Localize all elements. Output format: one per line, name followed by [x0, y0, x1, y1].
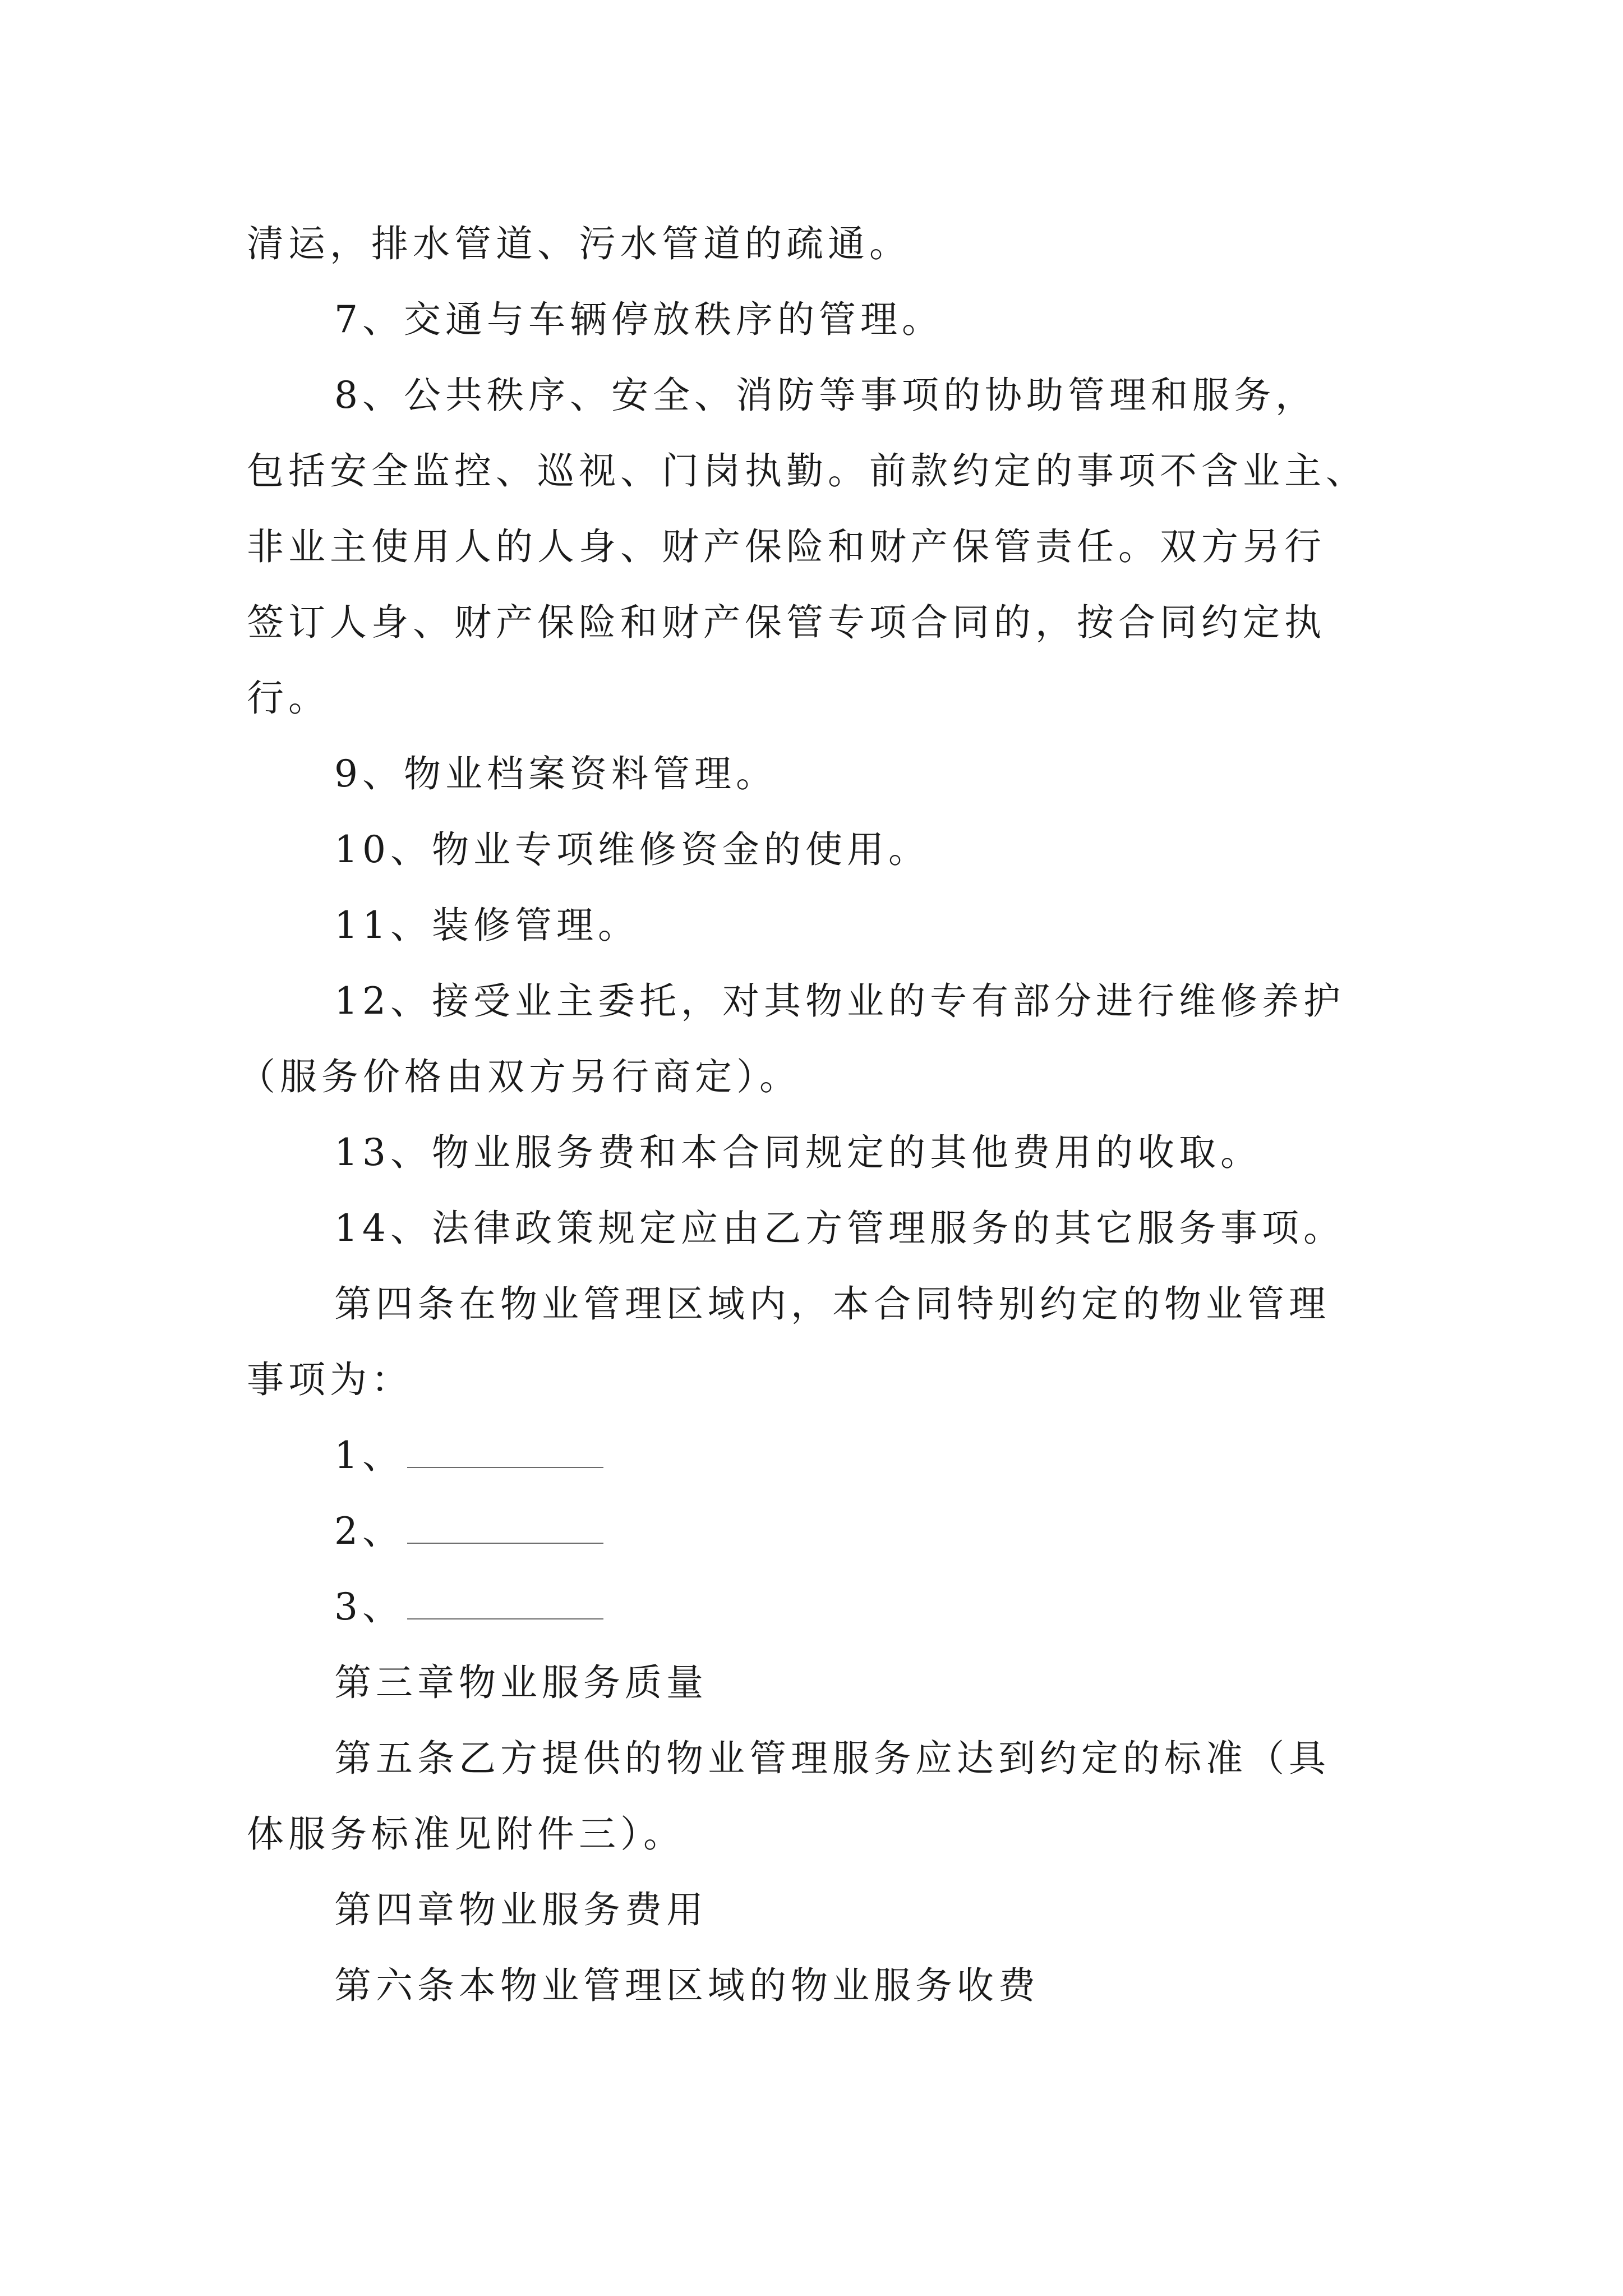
blank-item-3 — [0, 1571, 1623, 1644]
fill-in-blank-line — [407, 1437, 603, 1468]
article-5-heading: 第五条乙方提供的物业管理服务应达到约定的标准（具 — [334, 1737, 1330, 1780]
list-item-8: 8、公共秩序、安全、消防等事项的协助管理和服务， — [334, 374, 1317, 417]
blank-item-2 — [0, 1495, 1623, 1568]
list-item-7: 7、交通与车辆停放秩序的管理。 — [334, 298, 943, 341]
chapter-4-heading: 第四章物业服务费用 — [334, 1888, 708, 1931]
chapter-3-heading: 第三章物业服务质量 — [334, 1661, 708, 1704]
paragraph-line: 包括安全监控、巡视、门岗执勤。前款约定的事项不含业主、 — [247, 449, 1367, 493]
paragraph-line: 事项为： — [247, 1358, 413, 1401]
fill-in-blank-line — [407, 1512, 603, 1544]
fill-in-blank-line — [407, 1588, 603, 1619]
list-item-14: 14、法律政策规定应由乙方管理服务的其它服务事项。 — [334, 1207, 1345, 1250]
blank-item-label: 2、 — [334, 1510, 404, 1553]
article-6-heading: 第六条本物业管理区域的物业服务收费 — [334, 1964, 1040, 2007]
list-item-12: 12、接受业主委托，对其物业的专有部分进行维修养护 — [334, 979, 1345, 1023]
blank-item-label: 3、 — [334, 1585, 404, 1628]
blank-item-label: 1、 — [334, 1434, 404, 1477]
paragraph-line: 行。 — [247, 677, 330, 720]
blank-item-1 — [0, 1419, 1623, 1492]
list-item-13: 13、物业服务费和本合同规定的其他费用的收取。 — [334, 1131, 1262, 1174]
paragraph-line: 签订人身、财产保险和财产保管专项合同的，按合同约定执 — [247, 601, 1326, 644]
paragraph-line: （服务价格由双方另行商定）。 — [238, 1055, 801, 1098]
paragraph-line: 非业主使用人的人身、财产保险和财产保管责任。双方另行 — [247, 525, 1326, 568]
paragraph-line: 体服务标准见附件三）。 — [247, 1812, 685, 1856]
list-item-9: 9、物业档案资料管理。 — [334, 752, 777, 795]
article-4-heading: 第四条在物业管理区域内，本合同特别约定的物业管理 — [334, 1282, 1330, 1326]
paragraph-line: 清运，排水管道、污水管道的疏通。 — [247, 222, 911, 265]
list-item-10: 10、物业专项维修资金的使用。 — [334, 828, 930, 871]
list-item-11: 11、装修管理。 — [334, 904, 639, 947]
